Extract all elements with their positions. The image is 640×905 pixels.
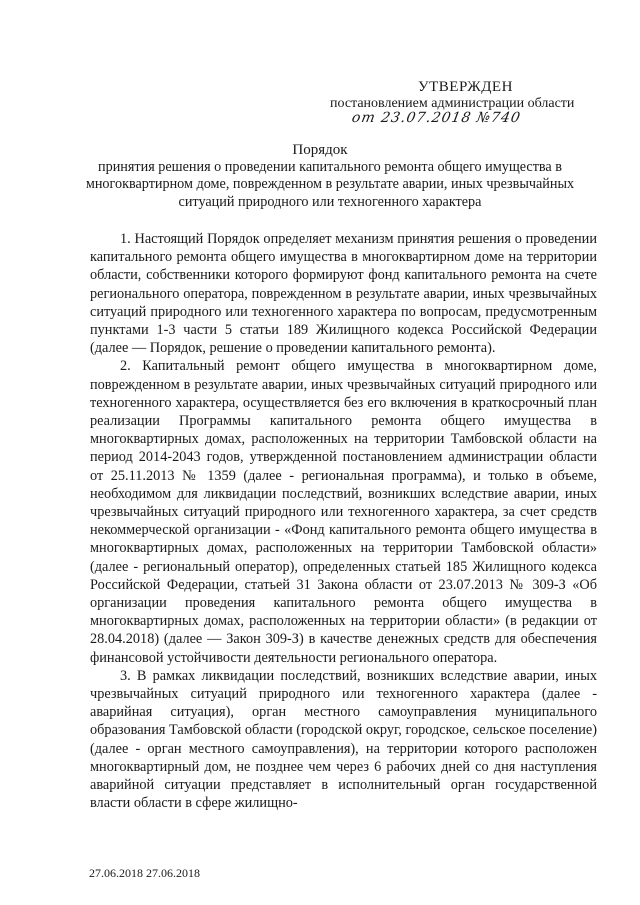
paragraph-1: 1. Настоящий Порядок определяет механизм принятия решения о проведении капитального ремонта общего имущества в многоквартирном доме на территории области, собственники которого формируют фонд капитального ремонта на счете регионального оператора, поврежденном в результате аварии, иных чрезвычайных ситуаций природного или техногенного характера по вопросам, предусмотренным пунктами 1-3 части 5 статьи 189 Жилищного кодекса Российской Федерации (далее — Порядок, решение о проведении капитального ремонта). [90, 231, 597, 357]
document-body [90, 230, 597, 813]
approval-authority: постановлением администрации области [330, 96, 575, 111]
handwritten-date-number: от 23.07.2018 №740 [350, 110, 523, 126]
paragraph-3: 3. В рамках ликвидации последствий, возникших вследствие аварии, иных чрезвычайных ситуаций природного или техногенного характера (далее - аварийная ситуация), орган местного самоуправления муниципального образования Тамбовской области (городской округ, городское, сельское поселение) (далее - орган местного самоуправления), на территории которого расположен многоквартирный дом, не позднее чем через 6 рабочих дней со дня наступления аварийной ситуации представляет в исполнительный орган государственной власти области в сфере жилищно- [90, 667, 597, 812]
document-title: Порядок [292, 142, 348, 158]
approval-stamp-title: УТВЕРЖДЕН [418, 79, 513, 95]
footer-dates: 27.06.2018 27.06.2018 [89, 866, 200, 880]
paragraph-2: 2. Капитальный ремонт общего имущества в многоквартирном доме, поврежденном в результате аварии, иных чрезвычайных ситуаций природного или техногенного характера, осуществляется без его включения в краткосрочный план реализации Программы капитального ремонта общего имущества в многоквартирных домах, расположенных на территории Тамбовской области на период 2014-2043 годов, утвержденной постановлением администрации области от 25.11.2013 № 1359 (далее - региональная программа), и только в объеме, необходимом для ликвидации последствий, возникших вследствие аварии, иных чрезвычайных ситуаций природного или техногенного характера, за счет средств некоммерческой организации - «Фонд капитального ремонта общего имущества в многоквартирных домах, расположенных на территории Тамбовской области» (далее - региональный оператор), определенных статьей 185 Жилищного кодекса Российской Федерации, статьей 31 Закона области от 23.07.2013 № 309-З «Об организации проведения капитального ремонта общего имущества в многоквартирных домах, расположенных на территории области» (в редакции от 28.04.2018) (далее — Закон 309-З) в качестве денежных средств для обеспечения финансовой устойчивости деятельности регионального оператора. [90, 358, 597, 666]
document-subtitle: принятия решения о проведении капитального ремонта общего имущества в многоквартирном доме, поврежденном в результате аварии, иных чрезвычайных ситуаций природного или техногенного характера [85, 159, 575, 210]
